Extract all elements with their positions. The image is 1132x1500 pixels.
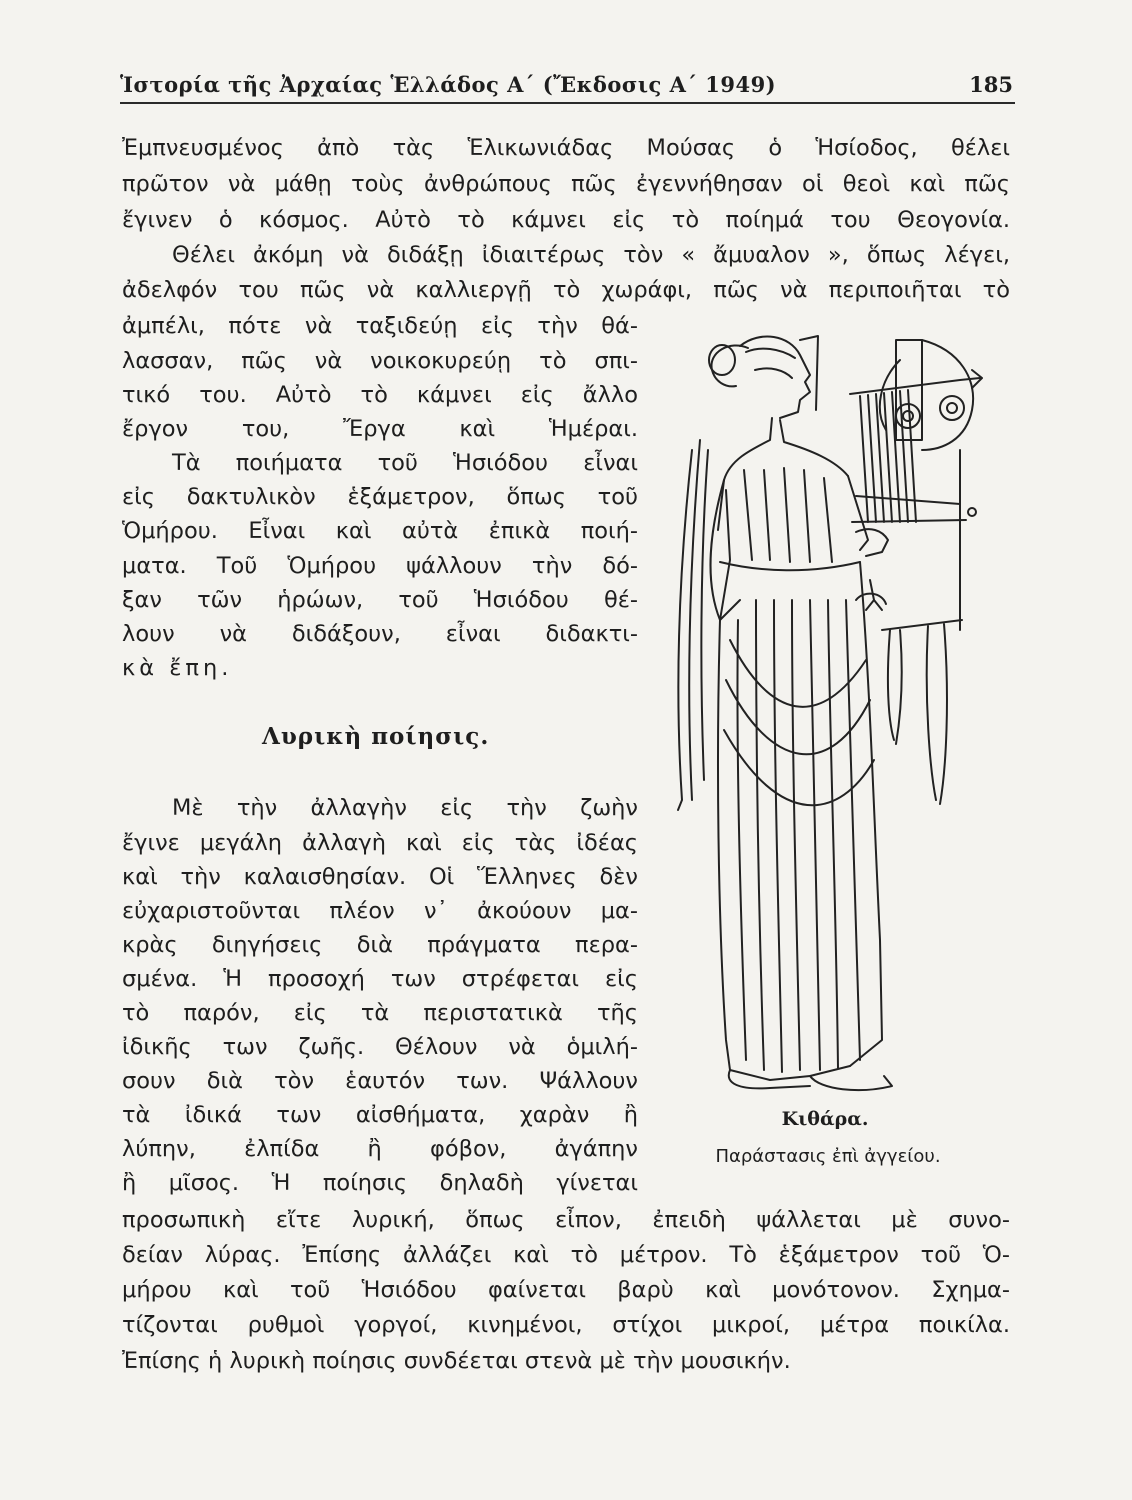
- text-line: δείαν λύρας. Ἐπίσης ἀλλάζει καὶ τὸ μέτρον. Τὸ ἑξάμετρον τοῦ Ὁ-: [122, 1242, 1010, 1268]
- text-line: ἔργον του, Ἔργα καὶ Ἡμέραι.: [122, 416, 638, 442]
- text-line: σουν διὰ τὸν ἑαυτόν των. Ψάλλουν: [122, 1068, 638, 1094]
- text-line: Ἐμπνευσμένος ἀπὸ τὰς Ἑλικωνιάδας Μούσας ὁ Ἡσίοδος, θέλει: [122, 135, 1010, 161]
- figure-caption-title: Κιθάρα.: [781, 1108, 869, 1130]
- text-line: Θέλει ἀκόμη νὰ διδάξῃ ἰδιαιτέρως τὸν « ἄμυαλον », ὅπως λέγει,: [172, 242, 1010, 268]
- text-line: ἔγινε μεγάλη ἀλλαγὴ καὶ εἰς τὰς ἰδέας: [122, 830, 638, 856]
- text-line: λασσαν, πῶς νὰ νοικοκυρεύῃ τὸ σπι-: [122, 348, 638, 374]
- text-line: ἀδελφόν του πῶς νὰ καλλιεργῇ τὸ χωράφι, πῶς νὰ περιποιῆται τὸ: [122, 277, 1010, 303]
- text-line: Ὁμήρου. Εἶναι καὶ αὐτὰ ἐπικὰ ποιή-: [122, 518, 638, 544]
- text-line: εὐχαριστοῦνται πλέον ν᾽ ἀκούουν μα-: [122, 898, 638, 924]
- text-line: ἀμπέλι, πότε νὰ ταξιδεύῃ εἰς τὴν θά-: [122, 313, 638, 339]
- kithara-figure-illustration: [660, 300, 1020, 1100]
- section-title: Λυρικὴ ποίησις.: [262, 723, 490, 750]
- text-line: ξαν τῶν ἡρώων, τοῦ Ἡσιόδου θέ-: [122, 587, 638, 613]
- text-line: προσωπικὴ εἴτε λυρική, ὅπως εἶπον, ἐπειδὴ ψάλλεται μὲ συνο-: [122, 1207, 1010, 1233]
- text-line: λουν νὰ διδάξουν, εἶναι διδακτι-: [122, 621, 638, 647]
- page-number: 185: [969, 72, 1013, 97]
- text-line: Ἐπίσης ἡ λυρικὴ ποίησις συνδέεται στενὰ μὲ τὴν μουσικήν.: [122, 1348, 791, 1374]
- text-line: τὸ παρόν, εἰς τὰ περιστατικὰ τῆς: [122, 1000, 638, 1026]
- text-line: ἰδικῆς των ζωῆς. Θέλουν νὰ ὁμιλή-: [122, 1034, 638, 1060]
- text-line: λύπην, ἐλπίδα ἢ φόβον, ἀγάπην: [122, 1136, 638, 1162]
- text-line: τίζονται ρυθμοὶ γοργοί, κινημένοι, στίχοι μικροί, μέτρα ποικίλα.: [122, 1312, 1010, 1338]
- running-header: [120, 68, 1015, 104]
- text-line: κρὰς διηγήσεις διὰ πράγματα περα-: [122, 932, 638, 958]
- text-line: σμένα. Ἡ προσοχή των στρέφεται εἰς: [122, 966, 638, 992]
- text-line: τὰ ἰδικά των αἰσθήματα, χαρὰν ἢ: [122, 1102, 638, 1128]
- text-line: μήρου καὶ τοῦ Ἡσιόδου φαίνεται βαρὺ καὶ μονότονον. Σχημα-: [122, 1277, 1010, 1303]
- text-line: ἔγινεν ὁ κόσμος. Αὐτὸ τὸ κάμνει εἰς τὸ ποίημά του Θεογονία.: [122, 207, 1010, 233]
- text-line: τικό του. Αὐτὸ τὸ κάμνει εἰς ἄλλο: [122, 382, 638, 408]
- text-line: Τὰ ποιήματα τοῦ Ἡσιόδου εἶναι: [172, 450, 638, 476]
- text-line: Μὲ τὴν ἀλλαγὴν εἰς τὴν ζωὴν: [172, 795, 638, 821]
- text-line: καὶ τὴν καλαισθησίαν. Οἱ Ἕλληνες δὲν: [122, 864, 638, 890]
- text-line: κὰ ἔπη.: [122, 655, 233, 681]
- text-line: ματα. Τοῦ Ὁμήρου ψάλλουν τὴν δό-: [122, 553, 638, 579]
- text-line: πρῶτον νὰ μάθῃ τοὺς ἀνθρώπους πῶς ἐγεννήθησαν οἱ θεοὶ καὶ πῶς: [122, 171, 1010, 197]
- text-line: ἢ μῖσος. Ἡ ποίησις δηλαδὴ γίνεται: [122, 1170, 638, 1196]
- figure-caption-subtitle: Παράστασις ἐπὶ ἀγγείου.: [715, 1146, 941, 1167]
- header-title: Ἱστορία τῆς Ἀρχαίας Ἑλλάδος Α΄ (Ἔκδοσις Α΄ 1949): [120, 72, 777, 97]
- text-line: εἰς δακτυλικὸν ἑξάμετρον, ὅπως τοῦ: [122, 484, 638, 510]
